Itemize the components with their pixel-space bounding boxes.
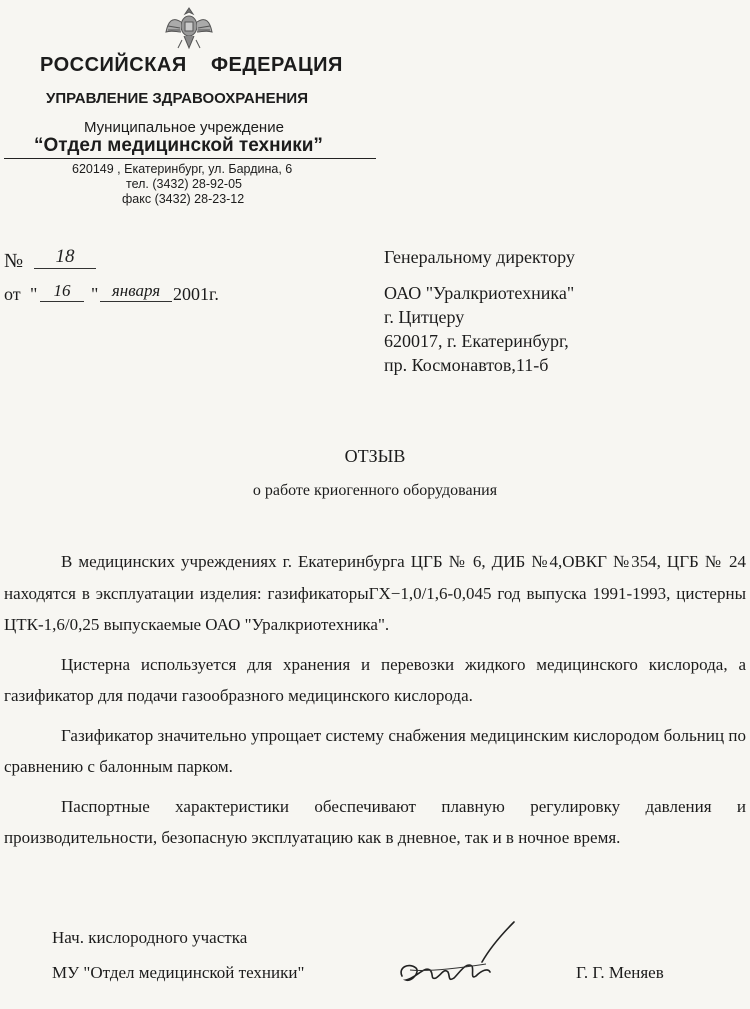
ref-number-value: 18 <box>34 246 96 269</box>
document-subtitle: о работе криогенного оборудования <box>252 482 498 499</box>
coat-of-arms-emblem-icon <box>162 2 216 56</box>
letterhead-org-type: Муниципальное учреждение <box>84 119 284 136</box>
addressee-position: Генеральному директору <box>384 247 575 267</box>
ref-date-quote-open: " <box>30 284 38 304</box>
letterhead-phone: тел. (3432) 28-92-05 <box>126 177 243 191</box>
body-paragraph: В медицинских учреждениях г. Екатеринбурга ЦГБ № 6, ДИБ №4,ОВКГ №354, ЦГБ № 24 находятся в эксплуатации изделия: газификаторыГХ−1,0/1,6-0,045 год выпуска 1991-1993, цистерны ЦТК-1,6/0,25 выпускаемые ОАО "Уралкриотехника". <box>4 552 746 634</box>
letterhead-org-name: “Отдел медицинской техники” <box>34 135 323 156</box>
ref-date-day: 16 <box>40 281 84 302</box>
signatory-name: Г. Г. Меняев <box>576 963 664 982</box>
addressee-city: 620017, г. Екатеринбург, <box>384 331 569 351</box>
ref-date-prefix: от <box>4 284 21 304</box>
addressee-street: пр. Космонавтов,11-б <box>384 355 549 375</box>
ref-date-month: января <box>100 281 172 302</box>
handwritten-signature-icon <box>390 918 530 998</box>
ref-date-quote-close: " <box>91 284 99 304</box>
signatory-position-line2: МУ "Отдел медицинской техники" <box>52 963 305 982</box>
letterhead-country: РОССИЙСКАЯ ФЕДЕРАЦИЯ <box>40 54 343 76</box>
ref-number-label: № <box>4 250 24 272</box>
ref-date-year: 2001г. <box>173 284 219 304</box>
addressee-name: г. Цитцеру <box>384 307 465 327</box>
document-body <box>4 546 746 862</box>
letterhead-department: УПРАВЛЕНИЕ ЗДРАВООХРАНЕНИЯ <box>46 90 308 107</box>
body-paragraph: Газификатор значительно упрощает систему снабжения медицинским кислородом больниц по сравнению с балонным парком. <box>4 725 746 776</box>
letterhead-fax: факс (3432) 28-23-12 <box>122 192 245 206</box>
body-paragraph: Паспортные характеристики обеспечивают плавную регулировку давления и производительности, безопасную эксплуатацию как в дневное, так и в ночное время. <box>4 796 746 847</box>
letterhead-address: 620149 , Екатеринбург, ул. Бардина, 6 <box>72 162 293 176</box>
signatory-position-line1: Нач. кислородного участка <box>52 928 248 947</box>
document-title: ОТЗЫВ <box>344 446 406 466</box>
letterhead-divider <box>4 158 376 159</box>
body-paragraph: Цистерна используется для хранения и перевозки жидкого медицинского кислорода, а газификатор для подачи газообразного медицинского кислорода. <box>4 654 746 705</box>
addressee-company: ОАО "Уралкриотехника" <box>384 283 575 303</box>
